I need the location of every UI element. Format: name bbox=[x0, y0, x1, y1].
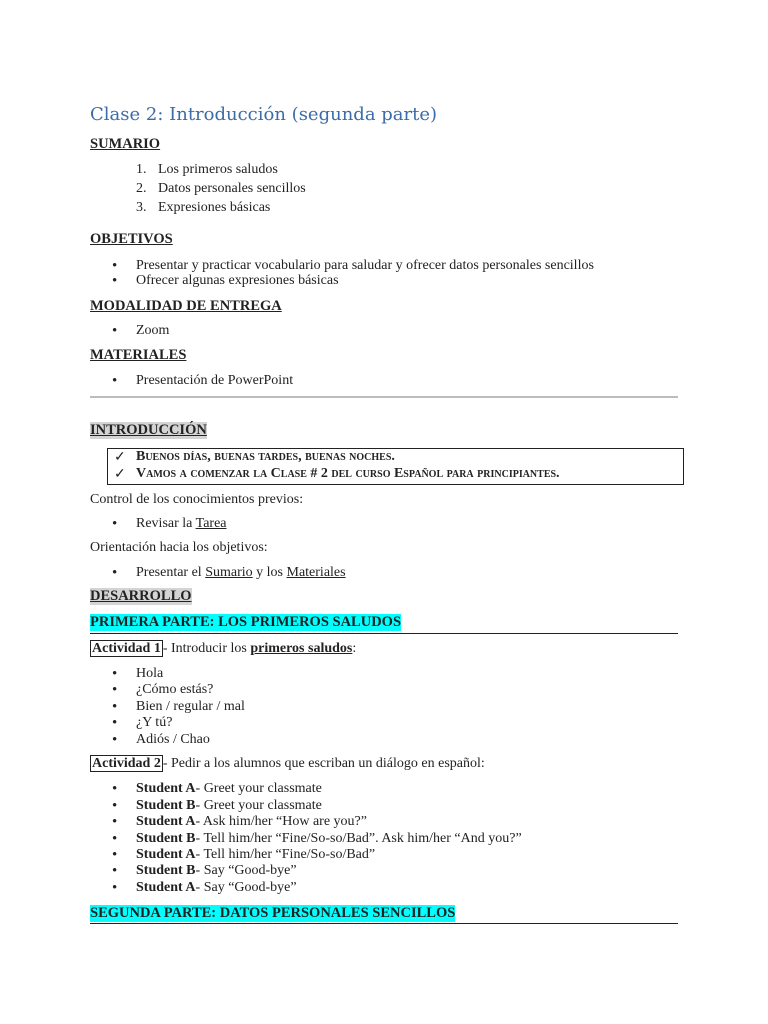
bullet-icon: • bbox=[112, 373, 118, 389]
orient-prefix: Presentar el bbox=[136, 565, 206, 580]
tarea-link[interactable]: Tarea bbox=[195, 516, 227, 531]
dialog-text: - Ask him/her “How are you?” bbox=[195, 814, 367, 829]
bullet-icon: • bbox=[112, 814, 118, 830]
sumario-item: Datos personales sencillos bbox=[158, 181, 306, 196]
modalidad-item: Zoom bbox=[136, 323, 170, 338]
dialog-who: Student A bbox=[136, 880, 196, 895]
bullet-icon: • bbox=[112, 682, 118, 698]
actividad2-label: Actividad 2 bbox=[92, 756, 161, 771]
bullet-icon: • bbox=[112, 880, 118, 896]
bullet-icon: • bbox=[112, 565, 118, 581]
bullet-icon: • bbox=[112, 798, 118, 814]
dialog-text: - Say “Good-bye” bbox=[195, 863, 297, 878]
modalidad-heading: MODALIDAD DE ENTREGA bbox=[90, 298, 282, 314]
actividad2-line bbox=[90, 756, 485, 772]
objetivos-item: Presentar y practicar vocabulario para saludar y ofrecer datos personales sencillos bbox=[136, 258, 594, 273]
objetivos-heading: OBJETIVOS bbox=[90, 231, 173, 247]
sumario-item: Expresiones básicas bbox=[158, 200, 271, 215]
materiales-item: Presentación de PowerPoint bbox=[136, 373, 294, 388]
dialog-text: - Say “Good-bye” bbox=[195, 880, 297, 895]
bullet-icon: • bbox=[112, 847, 118, 863]
dialog-who: Student A bbox=[136, 814, 196, 829]
sumario-num: 3. bbox=[136, 200, 147, 215]
actividad1-line bbox=[90, 641, 356, 657]
dialog-who: Student B bbox=[136, 863, 196, 878]
greeting-line: Buenos días, buenas tardes, buenas noches. bbox=[136, 449, 395, 464]
dialog-text: - Greet your classmate bbox=[195, 798, 322, 813]
actividad1-label: Actividad 1 bbox=[92, 641, 161, 656]
page-title: Clase 2: Introducción (segunda parte) bbox=[90, 104, 438, 125]
dialog-item bbox=[136, 880, 297, 896]
desarrollo-heading: DESARROLLO bbox=[90, 588, 192, 604]
saludo-item: Bien / regular / mal bbox=[136, 699, 245, 714]
bullet-icon: • bbox=[112, 516, 118, 532]
dialog-text: - Greet your classmate bbox=[195, 781, 322, 796]
control-item bbox=[136, 516, 227, 532]
dialog-who: Student B bbox=[136, 831, 196, 846]
parte2-rule bbox=[90, 923, 678, 924]
section-divider bbox=[90, 396, 678, 398]
sumario-num: 2. bbox=[136, 181, 147, 196]
dialog-text: - Tell him/her “Fine/So-so/Bad”. Ask him/her “And you?” bbox=[195, 831, 522, 846]
saludo-item: Hola bbox=[136, 666, 164, 681]
introduccion-heading: INTRODUCCIÓN bbox=[90, 422, 207, 438]
bullet-icon: • bbox=[112, 258, 118, 274]
orient-mid: y los bbox=[252, 565, 287, 580]
parte1-heading: PRIMERA PARTE: LOS PRIMEROS SALUDOS bbox=[90, 614, 402, 630]
bullet-icon: • bbox=[112, 781, 118, 797]
materiales-heading: MATERIALES bbox=[90, 347, 187, 363]
dialog-item bbox=[136, 831, 522, 847]
bullet-icon: • bbox=[112, 863, 118, 879]
bullet-icon: • bbox=[112, 732, 118, 748]
dialog-item bbox=[136, 814, 367, 830]
sumario-heading: SUMARIO bbox=[90, 136, 161, 152]
objetivos-item: Ofrecer algunas expresiones básicas bbox=[136, 273, 339, 288]
orientacion-label: Orientación hacia los objetivos: bbox=[90, 540, 268, 555]
sumario-link[interactable]: Sumario bbox=[205, 565, 253, 580]
bullet-icon: • bbox=[112, 831, 118, 847]
bullet-icon: • bbox=[112, 273, 118, 289]
actividad2-text: - Pedir a los alumnos que escriban un diálogo en español: bbox=[162, 756, 485, 771]
dialog-item bbox=[136, 847, 375, 863]
dialog-who: Student A bbox=[136, 847, 196, 862]
dialog-text: - Tell him/her “Fine/So-so/Bad” bbox=[195, 847, 376, 862]
saludo-item: ¿Cómo estás? bbox=[136, 682, 214, 697]
actividad1-bold: primeros saludos bbox=[250, 641, 353, 656]
checkmark-icon: ✓ bbox=[114, 467, 126, 482]
dialog-who: Student A bbox=[136, 781, 196, 796]
control-prefix: Revisar la bbox=[136, 516, 196, 531]
parte1-rule bbox=[90, 633, 678, 634]
orientacion-item bbox=[136, 565, 346, 581]
dialog-item bbox=[136, 781, 322, 797]
bullet-icon: • bbox=[112, 699, 118, 715]
actividad1-prefix: - Introducir los bbox=[162, 641, 251, 656]
control-label: Control de los conocimientos previos: bbox=[90, 492, 304, 507]
sumario-item: Los primeros saludos bbox=[158, 162, 278, 177]
saludo-item: ¿Y tú? bbox=[136, 715, 173, 730]
parte2-heading: SEGUNDA PARTE: DATOS PERSONALES SENCILLOS bbox=[90, 905, 456, 921]
greeting-line: Vamos a comenzar la Clase # 2 del curso Español para principiantes. bbox=[136, 466, 560, 481]
bullet-icon: • bbox=[112, 323, 118, 339]
dialog-who: Student B bbox=[136, 798, 196, 813]
dialog-item bbox=[136, 798, 322, 814]
dialog-item bbox=[136, 863, 297, 879]
materiales-link[interactable]: Materiales bbox=[286, 565, 346, 580]
saludo-item: Adiós / Chao bbox=[136, 732, 210, 747]
sumario-num: 1. bbox=[136, 162, 147, 177]
bullet-icon: • bbox=[112, 666, 118, 682]
actividad1-suffix: : bbox=[352, 641, 357, 656]
bullet-icon: • bbox=[112, 715, 118, 731]
checkmark-icon: ✓ bbox=[114, 450, 126, 465]
